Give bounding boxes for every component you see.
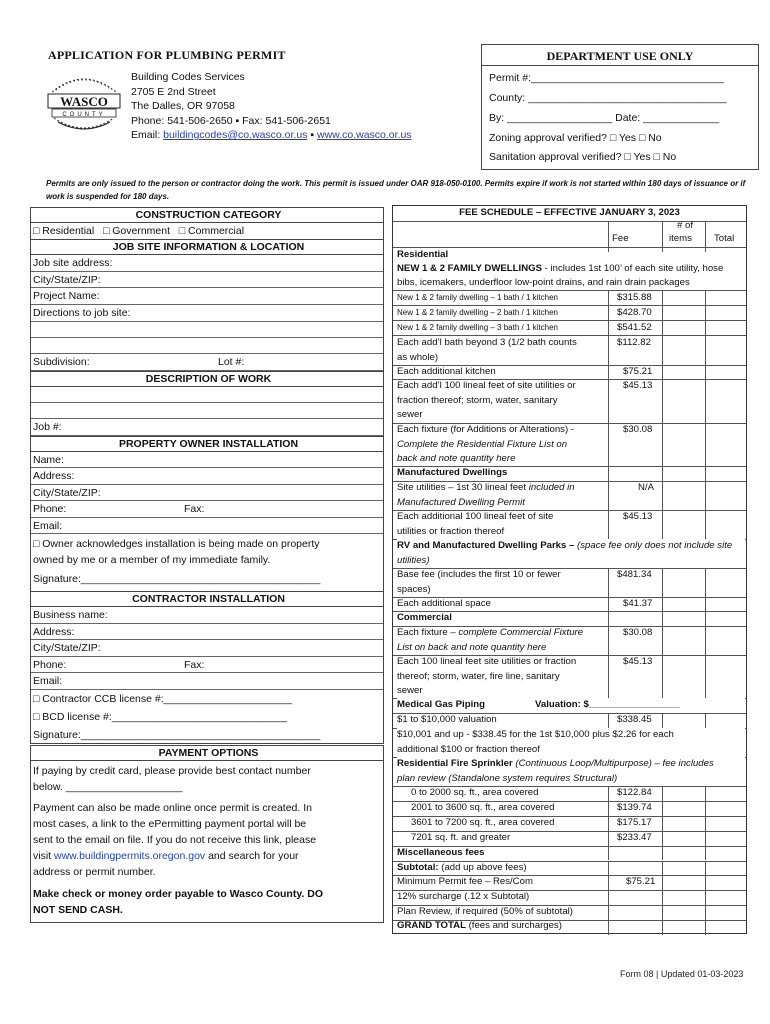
contractor-signature-field[interactable]: Signature:_________________________________________ xyxy=(33,729,321,741)
fee-row-fire-2: 2001 to 3600 sq. ft., area covered xyxy=(411,802,555,813)
contractor-city-field[interactable]: City/State/ZIP: xyxy=(30,640,384,657)
oregon-permits-link[interactable]: www.buildingpermits.oregon.gov xyxy=(54,850,206,862)
fee-row-commercial-fixture: Each fixture – complete Commercial Fixture List on back and note quantity here xyxy=(397,627,584,653)
job-site-header: JOB SITE INFORMATION & LOCATION xyxy=(30,239,384,255)
payment-line-5: sent to the email on file. If you do not receive this link, please xyxy=(33,834,317,846)
fee-value: $75.21 xyxy=(626,876,656,887)
email-link[interactable]: buildingcodes@co.wasco.or.us xyxy=(163,129,308,141)
description-header: DESCRIPTION OF WORK xyxy=(30,371,384,387)
category-residential[interactable]: □ Residential xyxy=(33,225,95,237)
fee-value: $338.45 xyxy=(617,714,652,725)
email-line: Email: buildingcodes@co.wasco.or.us ▪ www.co.wasco.or.us xyxy=(131,129,412,141)
bcd-license-field[interactable]: □ BCD license #:______________________________ xyxy=(33,711,287,723)
misc-fees-header: Miscellaneous fees xyxy=(397,847,485,858)
contractor-email-field[interactable]: Email: xyxy=(30,673,384,690)
fee-value: $139.74 xyxy=(617,802,652,813)
fee-value: $428.70 xyxy=(617,307,652,318)
wasco-county-logo xyxy=(44,66,124,140)
surcharge-row: 12% surcharge (.12 x Subtotal) xyxy=(397,891,530,902)
fee-row-kitchen: Each additional kitchen xyxy=(397,366,496,377)
fee-schedule-title: FEE SCHEDULE – EFFECTIVE JANUARY 3, 2023 xyxy=(459,207,680,218)
project-name-field[interactable]: Project Name: xyxy=(30,288,384,305)
ccb-license-field[interactable]: □ Contractor CCB license #:______________________ xyxy=(33,693,293,705)
fee-row-commercial-100: Each 100 lineal feet site utilities or fraction thereof; storm, water, fire line, sanitary sewer xyxy=(397,656,577,696)
col-items-header-1: # of xyxy=(677,220,694,231)
by-date-field[interactable]: By: __________________ Date: _____________ xyxy=(489,112,720,124)
fee-value: $541.52 xyxy=(617,322,652,333)
dept-title: DEPARTMENT USE ONLY xyxy=(546,49,694,63)
business-name-field[interactable]: Business name: xyxy=(30,607,384,624)
col-total-header: Total xyxy=(714,233,735,244)
fee-row-gas-1: $1 to $10,000 valuation xyxy=(397,714,497,725)
phone-fax: Phone: 541-506-2650 ▪ Fax: 541-506-2651 xyxy=(131,114,331,127)
payment-line-7: address or permit number. xyxy=(33,866,156,878)
directions-field[interactable]: Directions to job site: xyxy=(30,305,384,322)
payment-line-8: Make check or money order payable to Wasco County. DO xyxy=(33,888,323,900)
payment-frame xyxy=(30,745,384,923)
owner-ack-checkbox[interactable]: □ Owner acknowledges installation is being made on property xyxy=(33,538,320,550)
commercial-header: Commercial xyxy=(397,612,452,623)
zoning-approval-field[interactable]: Zoning approval verified? □ Yes □ No xyxy=(489,132,662,144)
fee-row-2bath: New 1 & 2 family dwelling – 2 bath / 1 kitchen xyxy=(397,308,558,317)
subdivision-field[interactable]: Subdivision: xyxy=(33,356,90,368)
fee-value: $481.34 xyxy=(617,569,652,580)
permit-number-field[interactable]: Permit #:_________________________________ xyxy=(489,72,724,84)
fee-value: $233.47 xyxy=(617,832,652,843)
owner-fax-field[interactable]: Fax: xyxy=(184,503,205,515)
department-use-box xyxy=(481,44,759,170)
fee-row-mfg-add: Each additional 100 lineal feet of site utilities or fraction thereof xyxy=(397,511,554,537)
fee-row-lineal: Each add’l 100 lineal feet of site utilities or fraction thereof; storm, water, sanitary sewer xyxy=(397,380,576,420)
category-government[interactable]: □ Government xyxy=(102,225,171,237)
fee-row-mfg-site: Site utilities – 1st 30 lineal feet included in Manufactured Dwelling Permit xyxy=(397,482,575,508)
col-fee-header: Fee xyxy=(612,233,629,244)
job-number-field[interactable]: Job #: xyxy=(30,419,384,436)
address-block xyxy=(131,70,412,143)
job-site-address-field[interactable]: Job site address: xyxy=(30,255,384,272)
minimum-fee-row: Minimum Permit fee – Res/Com xyxy=(397,876,533,887)
county-field[interactable]: County: __________________________________ xyxy=(489,92,727,104)
contractor-fax-field[interactable]: Fax: xyxy=(184,659,205,671)
fee-value: $112.82 xyxy=(617,337,651,348)
construction-category-header: CONSTRUCTION CATEGORY xyxy=(30,207,384,223)
contractor-address-field[interactable]: Address: xyxy=(30,624,384,640)
contractor-installation-header: CONTRACTOR INSTALLATION xyxy=(30,591,384,607)
form-frame xyxy=(30,207,384,744)
sanitation-approval-field[interactable]: Sanitation approval verified? □ Yes □ No xyxy=(489,151,677,163)
fee-row-space: Each additional space xyxy=(397,598,491,609)
org-name: Building Codes Services xyxy=(131,71,245,83)
new-dwellings-desc: bibs, icemakers, underfloor low-point drains, and rain drain packages xyxy=(397,277,690,288)
fee-schedule-table xyxy=(392,205,747,934)
plan-review-row: Plan Review, if required (50% of subtotal) xyxy=(397,906,573,917)
fee-value: $45.13 xyxy=(623,380,653,391)
lot-field[interactable]: Lot #: xyxy=(218,356,245,368)
fire-sprinkler-header: Residential Fire Sprinkler (Continuous Loop/Multipurpose) – fee includes plan review (Standalone system requires Structural) xyxy=(397,757,745,786)
fee-value: $45.13 xyxy=(623,511,653,522)
owner-phone-field[interactable]: Phone: xyxy=(33,503,67,515)
fee-value: $315.88 xyxy=(617,292,652,303)
form-title: APPLICATION FOR PLUMBING PERMIT xyxy=(48,48,286,62)
payment-phone-field[interactable]: below. ____________________ xyxy=(33,781,183,793)
website-link[interactable]: www.co.wasco.or.us xyxy=(317,129,412,141)
owner-ack-text: owned by me or a member of my immediate family. xyxy=(33,554,271,566)
svg-text:COUNTY: COUNTY xyxy=(62,112,106,118)
owner-installation-header: PROPERTY OWNER INSTALLATION xyxy=(30,436,384,452)
fee-row-base: Base fee (includes the first 10 or fewer spaces) xyxy=(397,569,561,595)
subtotal-row: Subtotal: (add up above fees) xyxy=(397,862,527,873)
fee-value: N/A xyxy=(638,482,654,493)
category-commercial[interactable]: □ Commercial xyxy=(178,225,245,237)
payment-line-4: most cases, a link to the ePermitting payment portal will be xyxy=(33,818,307,830)
form-footer: Form 08 | Updated 01-03-2023 xyxy=(620,969,744,979)
payment-line-9: NOT SEND CASH. xyxy=(33,904,123,916)
fee-value: $175.17 xyxy=(617,817,652,828)
owner-email-field[interactable]: Email: xyxy=(30,518,384,534)
fee-value: $45.13 xyxy=(623,656,653,667)
new-dwellings-header: NEW 1 & 2 FAMILY DWELLINGS - includes 1st 100’ of each site utility, hose xyxy=(397,263,724,274)
fee-row-fixture: Each fixture (for Additions or Alterations) - Complete the Residential Fixture List on back and note quantity here xyxy=(397,424,575,464)
payment-line-6: visit www.buildingpermits.oregon.gov and search for your xyxy=(33,850,299,862)
fee-row-fire-3: 3601 to 7200 sq. ft., area covered xyxy=(411,817,555,828)
payment-line-3: Payment can also be made online once permit is created. In xyxy=(33,802,312,814)
street-address: 2705 E 2nd Street xyxy=(131,85,216,98)
residential-header: Residential xyxy=(397,249,449,260)
owner-address-field[interactable]: Address: xyxy=(30,468,384,485)
payment-options-header: PAYMENT OPTIONS xyxy=(30,745,384,761)
manufactured-header: Manufactured Dwellings xyxy=(397,467,508,478)
fee-row-3bath: New 1 & 2 family dwelling – 3 bath / 1 kitchen xyxy=(397,323,558,332)
fee-value: $30.08 xyxy=(623,424,653,435)
fee-row-1bath: New 1 & 2 family dwelling – 1 bath / 1 kitchen xyxy=(397,293,558,302)
fee-row-addbath: Each add’l bath beyond 3 (1/2 bath counts as whole) xyxy=(397,337,577,363)
payment-line-1: If paying by credit card, please provide best contact number xyxy=(33,765,311,777)
fee-row-fire-4: 7201 sq. ft. and greater xyxy=(411,832,511,843)
job-city-field[interactable]: City/State/ZIP: xyxy=(30,272,384,288)
fee-row-fire-1: 0 to 2000 sq. ft., area covered xyxy=(411,787,539,798)
svg-text:WASCO: WASCO xyxy=(60,94,108,109)
owner-city-field[interactable]: City/State/ZIP: xyxy=(30,485,384,501)
fee-value: $122.84 xyxy=(617,787,652,798)
owner-name-field[interactable]: Name: xyxy=(30,452,384,468)
city-address: The Dalles, OR 97058 xyxy=(131,100,235,112)
fee-value: $41.37 xyxy=(623,598,653,609)
contractor-phone-field[interactable]: Phone: xyxy=(33,659,67,671)
grand-total-row: GRAND TOTAL (fees and surcharges) xyxy=(397,920,562,931)
rv-parks-header: RV and Manufactured Dwelling Parks – (space fee only does not include site utilities) xyxy=(397,539,745,568)
fee-value: $30.08 xyxy=(623,627,653,638)
fee-value: $75.21 xyxy=(623,366,653,377)
permit-notice: Permits are only issued to the person or contractor doing the work. This permit is issued under OAR 918-050-0100. Permits expire if work is not started within 180 days of issuance or if work is suspended for 180 days. xyxy=(46,179,746,201)
medical-gas-header: Medical Gas Piping Valuation: $_________________ xyxy=(397,698,745,713)
owner-signature-field[interactable]: Signature:_________________________________________ xyxy=(33,573,321,585)
col-items-header-2: items xyxy=(669,233,692,244)
fee-row-gas-2: $10,001 and up - $338.45 for the 1st $10,000 plus $2.26 for each additional $100 or fraction thereof xyxy=(397,728,745,757)
divider xyxy=(482,65,758,66)
valuation-field[interactable]: Valuation: $_________________ xyxy=(535,699,680,710)
